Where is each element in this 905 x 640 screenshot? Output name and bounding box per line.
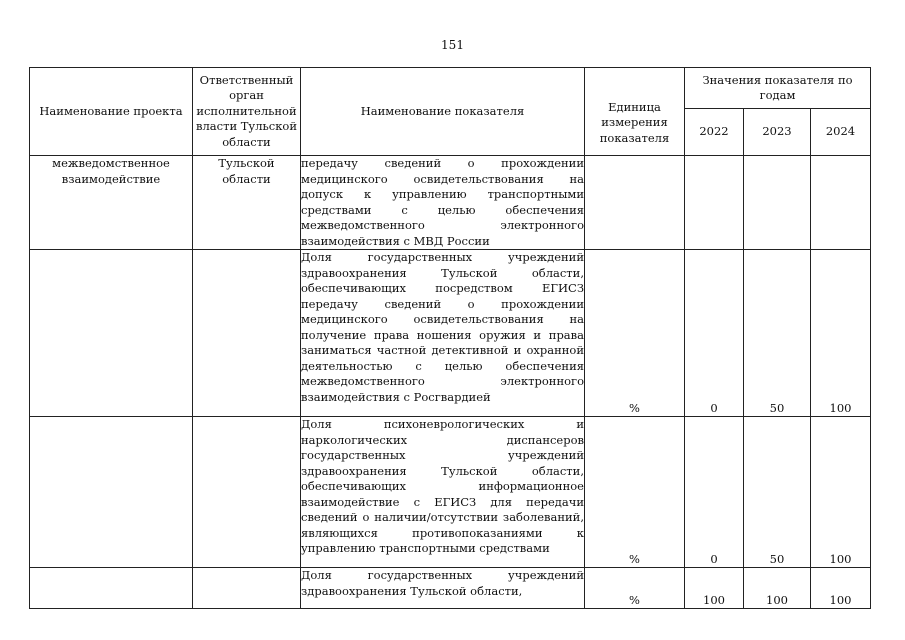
- project-cell: [30, 568, 193, 609]
- indicator-cell: передачу сведений о прохождении медицинского освидетельствования на допуск к управлению транспортными средствами с целью обеспечения межведомственного электронного взаимодействия с МВД России: [301, 156, 584, 248]
- value-2024-cell: [811, 156, 871, 250]
- value-2024-cell: 100: [811, 250, 871, 417]
- indicator-cell: Доля государственных учреждений здравоохранения Тульской области,: [301, 568, 585, 609]
- value-2023-cell: 50: [744, 417, 811, 568]
- value-2024-cell: 100: [811, 568, 871, 609]
- responsible-cell: [193, 250, 301, 417]
- responsible-cell: [193, 417, 301, 568]
- value-2022-cell: 100: [685, 568, 744, 609]
- value-2023-cell: 100: [744, 568, 811, 609]
- value-2024-cell: 100: [811, 417, 871, 568]
- header-responsible-body: Ответственный орган исполнительной власти Тульской области: [193, 68, 301, 156]
- value-2023-cell: [744, 156, 811, 250]
- unit-cell: %: [585, 568, 685, 609]
- value-2022-cell: 0: [685, 417, 744, 568]
- responsible-cell: [193, 568, 301, 609]
- unit-cell: %: [585, 417, 685, 568]
- header-year-2022: 2022: [685, 109, 744, 156]
- page-number: 151: [441, 38, 464, 52]
- header-indicator-name: Наименование показателя: [301, 68, 585, 156]
- value-2022-cell: [685, 156, 744, 250]
- header-unit: Единица измерения показателя: [585, 68, 685, 156]
- indicator-cell: Доля психоневрологических и наркологических диспансеров государственных учреждений здравоохранения Тульской области, обеспечивающих информационное взаимодействие с ЕГИСЗ для передачи сведений о наличии/отсутствии заболеваний, являющихся противопоказаниями к управлению транспортными средствами: [301, 417, 585, 568]
- project-cell: [30, 250, 193, 417]
- table-row: [30, 250, 871, 417]
- unit-cell: %: [585, 250, 685, 417]
- project-cell: межведомственное взаимодействие: [30, 156, 193, 250]
- value-2022-cell: 0: [685, 250, 744, 417]
- value-2023-cell: 50: [744, 250, 811, 417]
- indicators-table: [29, 67, 871, 609]
- header-project-name: Наименование проекта: [30, 68, 193, 156]
- header-values-by-years: Значения показателя по годам: [685, 68, 871, 109]
- project-cell: [30, 417, 193, 568]
- header-year-2023: 2023: [744, 109, 811, 156]
- table-row: [30, 417, 871, 568]
- table-row: [30, 156, 871, 250]
- table-row: [30, 568, 871, 609]
- indicator-cell: Доля государственных учреждений здравоохранения Тульской области, обеспечивающих посредством ЕГИСЗ передачу сведений о прохождении медицинского освидетельствования на получение права ношения оружия и права заниматься частной детективной и охранной деятельностью с целью обеспечения межведомственного электронного взаимодействия с Росгвардией: [301, 250, 585, 417]
- unit-cell: [585, 156, 685, 250]
- header-year-2024: 2024: [811, 109, 871, 156]
- responsible-cell: Тульской области: [193, 156, 301, 250]
